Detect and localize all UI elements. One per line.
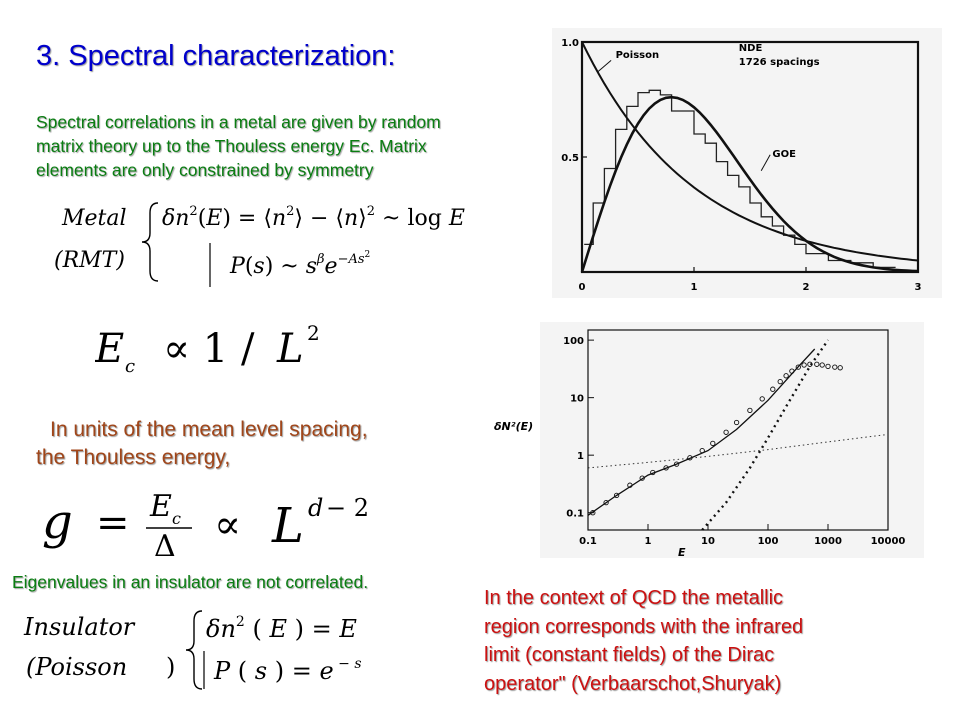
x-tick-label: 0.1 [579, 536, 597, 547]
mean-line: In units of the mean level spacing, [50, 418, 368, 441]
svg-text:c: c [172, 509, 181, 528]
svg-text:P ( s ) = e − s: P ( s ) = e − s [214, 656, 362, 685]
y-tick-label: 0.1 [566, 508, 584, 520]
svg-text:L: L [272, 498, 304, 554]
mean-line: the Thouless energy, [36, 446, 231, 469]
x-axis-label: E [678, 546, 686, 558]
spacing-distribution-chart [552, 28, 942, 298]
qcd-line: limit (constant fields) of the Dirac [484, 644, 775, 666]
rmt-label: (RMT) [54, 248, 125, 273]
svg-text:): ) [166, 653, 176, 681]
intro-line: Spectral correlations in a metal are given by random [36, 112, 441, 132]
intro-paragraph [36, 110, 546, 182]
svg-text:δn2 ( E ) = E: $\delta n^2$ ( E ) = E [206, 614, 357, 643]
chart-annotation: Poisson [615, 50, 660, 62]
x-tick-label: 2 [802, 282, 810, 293]
y-tick-label: 1.0 [561, 38, 579, 49]
chart-annotation: 1726 spacings [738, 57, 820, 68]
y-tick-label: 10 [570, 393, 584, 405]
svg-text:c: c [125, 356, 136, 377]
svg-text:∝ 1 /: ∝ 1 / [163, 326, 255, 372]
intro-line: elements are only constrained by symmetry [36, 160, 374, 180]
metal-equation [50, 195, 530, 295]
x-tick-label: 1000 [814, 536, 842, 547]
insulator-label: Insulator [24, 613, 135, 641]
svg-text:d: d [308, 494, 324, 522]
y-tick-label: 1 [577, 451, 584, 463]
y-tick-label: 0.5 [561, 153, 579, 164]
variance-equation: $\delta n^2(E)$ = $⟨n^2⟩$ − ⟨n⟩$^2$ ~ log E [162, 204, 465, 231]
svg-text:L: L [277, 326, 304, 372]
intro-line: matrix theory up to the Thouless energy Ec. Matrix [36, 136, 427, 156]
x-tick-label: 100 [757, 536, 779, 547]
insulator-note: Eigenvalues in an insulator are not correlated. [12, 572, 369, 592]
y-axis-label: δN²(E) [494, 420, 534, 433]
x-tick-label: 1 [690, 282, 698, 293]
number-variance-chart [486, 322, 926, 558]
x-tick-label: 0 [578, 282, 586, 293]
y-tick-label: 100 [563, 336, 584, 348]
svg-text:=: = [96, 500, 130, 546]
dimensionless-conductance-equation [40, 488, 400, 560]
svg-text:∝: ∝ [214, 502, 242, 548]
svg-text:− 2: − 2 [326, 494, 370, 522]
qcd-line: operator" (Verbaarschot,Shuryak) [484, 672, 782, 695]
mean-level-text [36, 416, 456, 472]
thouless-scaling-equation [95, 318, 355, 378]
svg-text:E: E [95, 326, 125, 372]
x-tick-label: 10 [701, 536, 715, 547]
poisson-label: (Poisson [26, 653, 128, 681]
svg-text:g: g [42, 494, 73, 550]
insulator-equation [18, 605, 398, 695]
x-tick-label: 3 [914, 282, 922, 293]
chart-annotation: GOE [772, 149, 796, 160]
qcd-line: region corresponds with the infrared [484, 615, 804, 638]
metal-label: Metal [62, 206, 127, 231]
log-text: log [407, 206, 442, 231]
x-tick-label: 1 [644, 536, 652, 547]
chart-annotation: NDE [738, 43, 763, 55]
x-tick-label: 10000 [870, 536, 906, 547]
qcd-paragraph [484, 584, 944, 698]
svg-text:Δ: Δ [154, 529, 176, 560]
qcd-line: In the context of QCD the metallic [484, 587, 784, 609]
svg-text:E: E [150, 489, 172, 524]
spacing-distribution: P(s) ~ $s^\beta e^{-As2}$ [230, 250, 371, 279]
slide-title: 3. Spectral characterization: [36, 40, 396, 72]
svg-text:2: 2 [307, 321, 320, 345]
